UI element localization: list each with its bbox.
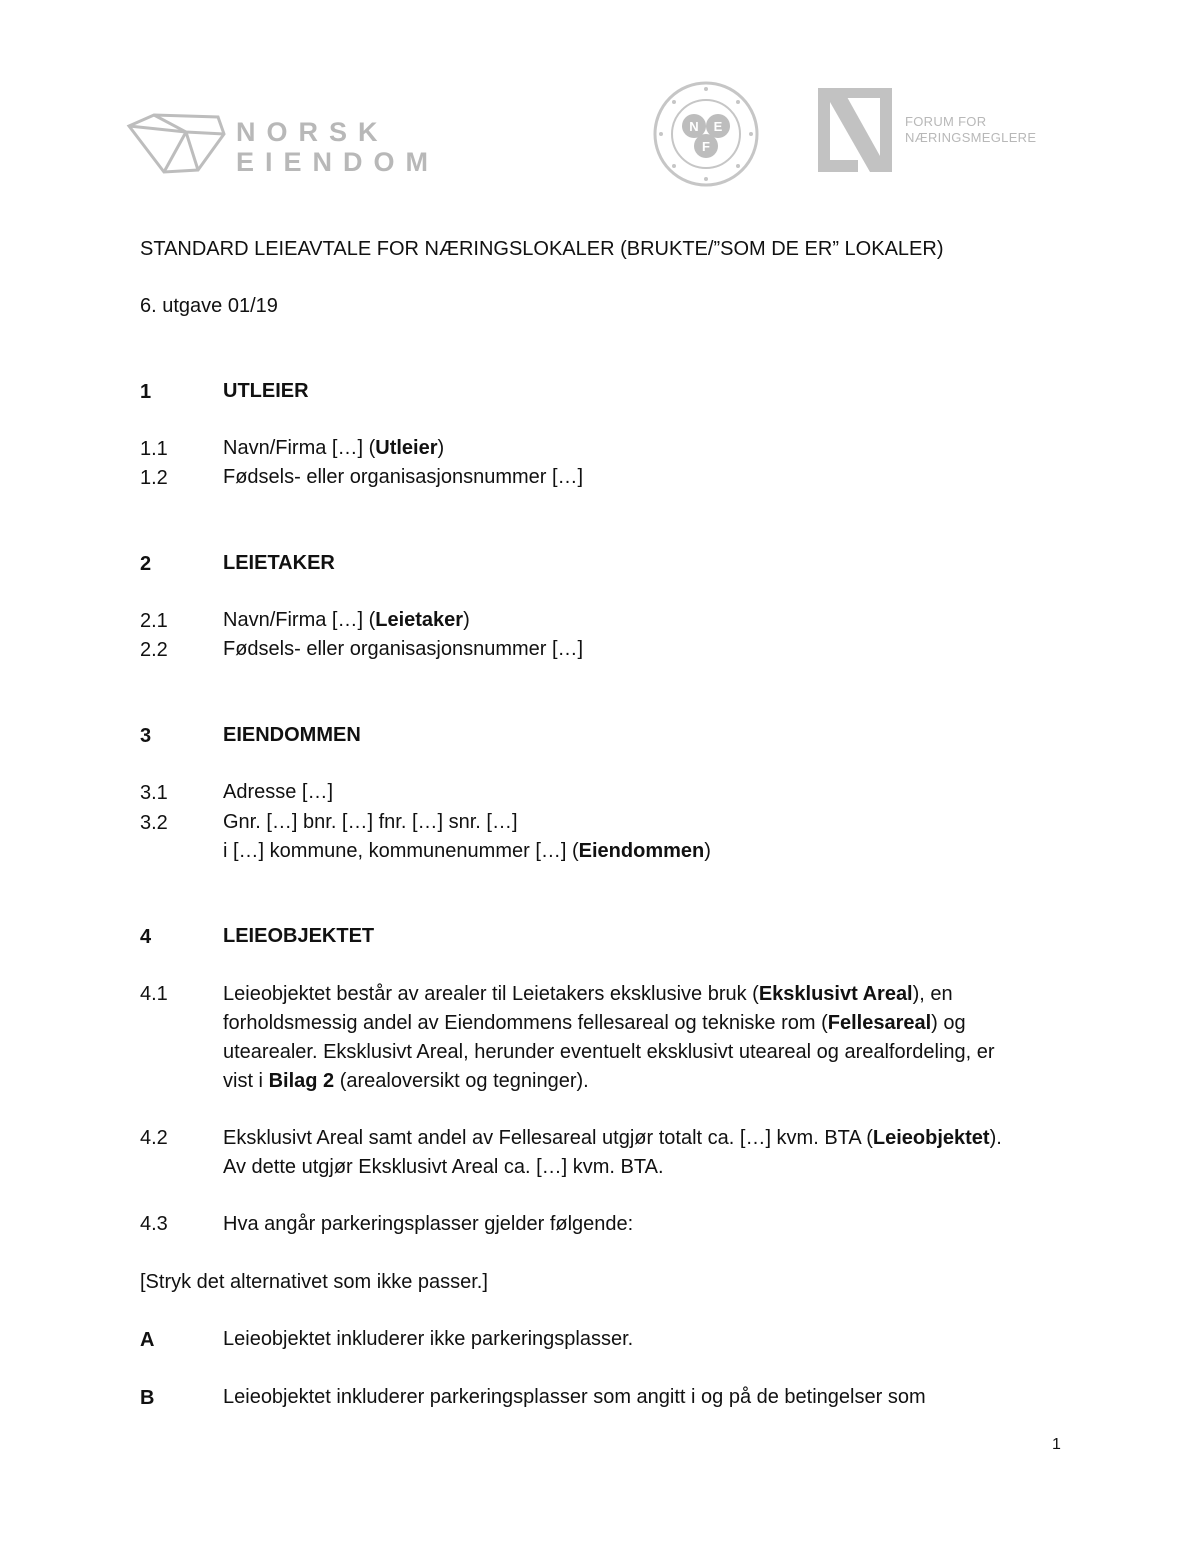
section-number: 1: [140, 381, 152, 403]
document-title: STANDARD LEIEAVTALE FOR NÆRINGSLOKALER (BRUKTE/”SOM DE ER” LOKALER): [140, 238, 944, 260]
section-heading: LEIEOBJEKTET: [223, 925, 375, 947]
clause-number: 4.1: [140, 983, 168, 1005]
section-heading: EIENDOMMEN: [223, 724, 361, 746]
svg-text:F: F: [702, 139, 710, 154]
section-number: 4: [140, 926, 152, 948]
clause-text: Leieobjektet består av arealer til Leietakers eksklusive bruk (Eksklusivt Areal), en: [223, 983, 953, 1005]
option-text: Leieobjektet inkluderer ikke parkeringsplasser.: [223, 1328, 634, 1350]
clause-text: Hva angår parkeringsplasser gjelder følgende:: [223, 1213, 634, 1235]
clause-text: Fødsels- eller organisasjonsnummer […]: [223, 638, 584, 660]
clause-text: Fødsels- eller organisasjonsnummer […]: [223, 466, 584, 488]
clause-number: 2.2: [140, 639, 168, 661]
section-number: 3: [140, 725, 152, 747]
fnm-line2: NÆRINGSMEGLERE: [905, 130, 1037, 145]
clause-text: utearealer. Eksklusivt Areal, herunder eventuelt eksklusivt uteareal og arealfordeling, er: [223, 1041, 995, 1063]
clause-text: forholdsmessig andel av Eiendommens fellesareal og tekniske rom (Fellesareal) og: [223, 1012, 966, 1034]
norsk-eiendom-wordmark: [236, 117, 439, 177]
clause-number: 2.1: [140, 610, 168, 632]
clause-number: 1.1: [140, 438, 168, 460]
clause-number: 3.1: [140, 782, 168, 804]
nef-seal-logo: [652, 80, 760, 188]
clause-text: Navn/Firma […] (Leietaker): [223, 609, 470, 631]
option-text: Leieobjektet inkluderer parkeringsplasser som angitt i og på de betingelser som: [223, 1386, 926, 1408]
clause-number: 3.2: [140, 812, 168, 834]
svg-text:N: N: [689, 119, 699, 134]
fnm-logo-mark: [818, 86, 894, 174]
fnm-line1: FORUM FOR: [905, 114, 987, 129]
clause-text: Adresse […]: [223, 781, 334, 803]
clause-number: 4.3: [140, 1213, 168, 1235]
clause-text: Navn/Firma […] (Utleier): [223, 437, 445, 459]
clause-text: i […] kommune, kommunenummer […] (Eiendommen): [223, 840, 711, 862]
clause-number: 1.2: [140, 467, 168, 489]
svg-text:E: E: [713, 119, 723, 134]
section-heading: LEIETAKER: [223, 552, 335, 574]
fnm-wordmark: [905, 114, 1036, 146]
norsk-eiendom-line2: EIENDOM: [236, 147, 440, 177]
instruction-note: [Stryk det alternativet som ikke passer.]: [140, 1271, 488, 1293]
header-logos: [0, 0, 1200, 200]
page-number: 1: [1052, 1436, 1061, 1453]
clause-number: 4.2: [140, 1127, 168, 1149]
option-label: B: [140, 1387, 155, 1409]
clause-text: Eksklusivt Areal samt andel av Fellesareal utgjør totalt ca. […] kvm. BTA (Leieobjektet).: [223, 1127, 1002, 1149]
norsk-eiendom-diamond-logo: [126, 112, 226, 174]
section-number: 2: [140, 553, 152, 575]
clause-text: vist i Bilag 2 (arealoversikt og tegninger).: [223, 1070, 589, 1092]
clause-text: Av dette utgjør Eksklusivt Areal ca. […] kvm. BTA.: [223, 1156, 664, 1178]
clause-text: Gnr. […] bnr. […] fnr. […] snr. […]: [223, 811, 518, 833]
section-heading: UTLEIER: [223, 380, 309, 402]
option-label: A: [140, 1329, 155, 1351]
norsk-eiendom-line1: NORSK: [236, 117, 389, 147]
document-edition: 6. utgave 01/19: [140, 295, 278, 317]
